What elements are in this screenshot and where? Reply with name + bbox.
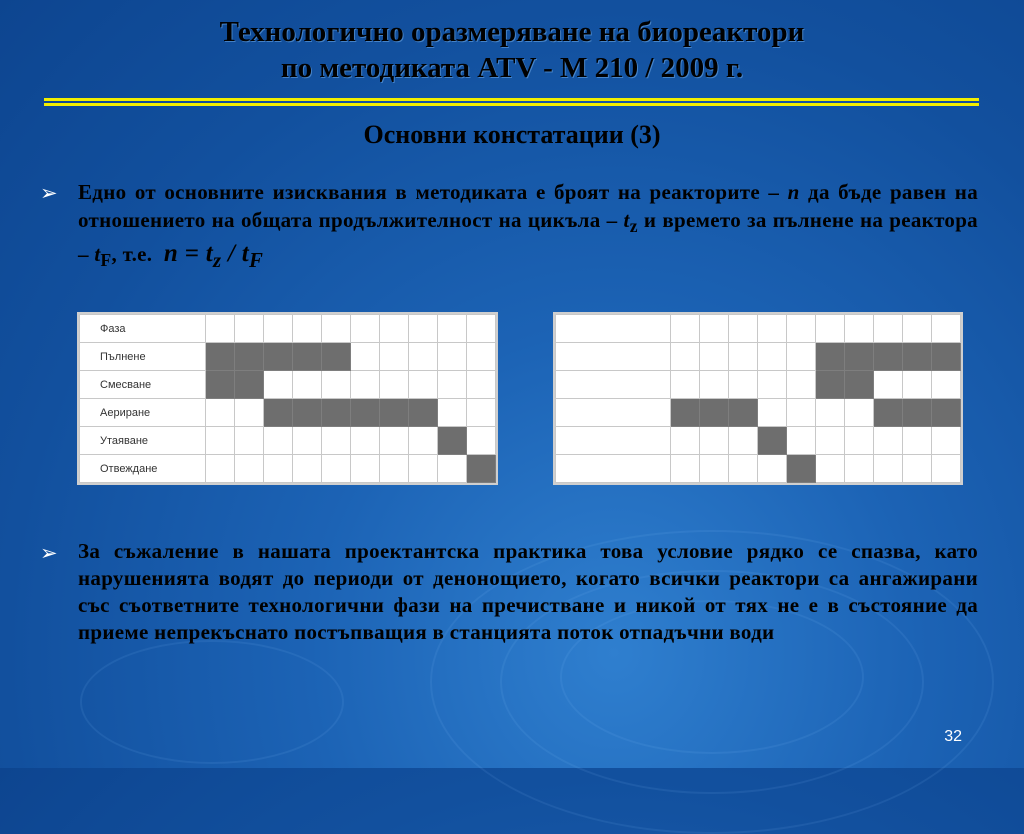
timeline-cell-active bbox=[932, 343, 961, 371]
timeline-cell bbox=[932, 427, 961, 455]
timeline-cell-active bbox=[380, 399, 409, 427]
timeline-cell bbox=[438, 371, 467, 399]
timeline-cell bbox=[671, 427, 700, 455]
timeline-cell bbox=[874, 427, 903, 455]
timeline-cell-active bbox=[845, 343, 874, 371]
timeline-cell bbox=[438, 455, 467, 483]
timeline-cell bbox=[729, 315, 758, 343]
phase-table-second bbox=[553, 312, 963, 485]
timeline-cell bbox=[409, 343, 438, 371]
title-divider bbox=[44, 103, 979, 106]
title-line-1: Технологично оразмеряване на биореактори bbox=[219, 16, 805, 48]
phase-aeration: Аериране bbox=[80, 399, 206, 427]
timeline-cell bbox=[729, 371, 758, 399]
timeline-cell bbox=[467, 427, 496, 455]
timeline-cell bbox=[932, 455, 961, 483]
timeline-cell bbox=[380, 427, 409, 455]
timeline-cell bbox=[206, 427, 235, 455]
slide-title bbox=[0, 14, 1024, 86]
timeline-cell bbox=[322, 371, 351, 399]
empty-label-cell bbox=[556, 343, 671, 371]
timeline-cell bbox=[903, 427, 932, 455]
timeline-cell-active bbox=[206, 343, 235, 371]
timeline-cell bbox=[903, 315, 932, 343]
timeline-cell bbox=[235, 427, 264, 455]
timeline-cell-active bbox=[467, 455, 496, 483]
formula: $n = t_z / t_F$ bbox=[163, 240, 264, 273]
page-number: 32 bbox=[944, 728, 962, 745]
timeline-cell bbox=[467, 399, 496, 427]
timeline-cell bbox=[903, 455, 932, 483]
bullet-1-text: Едно от основните изисквания в методиката е броят на реакторите – n да бъде равен на отношението на общата продължителност на цикъла – $t_z$ и времето за пълнене на реактора – $t_F$, т.е. $n = t_z / t_F$ bbox=[78, 180, 978, 273]
timeline-cell-active bbox=[903, 343, 932, 371]
timeline-cell bbox=[438, 315, 467, 343]
timeline-cell bbox=[264, 455, 293, 483]
timeline-cell bbox=[351, 343, 380, 371]
title-line-2: по методиката ATV - M 210 / 2009 г. bbox=[280, 52, 744, 84]
timeline-cell bbox=[700, 315, 729, 343]
timeline-cell bbox=[816, 427, 845, 455]
timeline-cell bbox=[293, 427, 322, 455]
timeline-cell bbox=[758, 455, 787, 483]
timeline-cell bbox=[729, 343, 758, 371]
timeline-cell-active bbox=[293, 343, 322, 371]
timeline-cell bbox=[467, 343, 496, 371]
timeline-cell bbox=[351, 427, 380, 455]
timeline-cell bbox=[264, 371, 293, 399]
timeline-cell bbox=[758, 315, 787, 343]
timeline-cell bbox=[816, 399, 845, 427]
timeline-cell bbox=[351, 455, 380, 483]
timeline-cell bbox=[409, 315, 438, 343]
timeline-cell bbox=[671, 371, 700, 399]
timeline-cell bbox=[206, 455, 235, 483]
timeline-cell bbox=[758, 399, 787, 427]
timeline-cell bbox=[438, 343, 467, 371]
timeline-cell bbox=[235, 455, 264, 483]
timeline-cell-active bbox=[293, 399, 322, 427]
timeline-cell-active bbox=[235, 343, 264, 371]
phase-settling: Утаяване bbox=[80, 427, 206, 455]
timeline-cell bbox=[700, 343, 729, 371]
timeline-cell-active bbox=[787, 455, 816, 483]
title-divider bbox=[44, 98, 979, 101]
timeline-cell bbox=[206, 315, 235, 343]
timeline-cell-active bbox=[264, 343, 293, 371]
timeline-cell-active bbox=[322, 343, 351, 371]
timeline-cell-active bbox=[206, 371, 235, 399]
empty-label-cell bbox=[556, 455, 671, 483]
timeline-cell-active bbox=[235, 371, 264, 399]
empty-label-cell bbox=[556, 315, 671, 343]
timeline-cell bbox=[874, 371, 903, 399]
timeline-cell bbox=[293, 455, 322, 483]
timeline-cell bbox=[787, 399, 816, 427]
ripple-decoration bbox=[80, 640, 344, 764]
phase-filling: Пълнене bbox=[80, 343, 206, 371]
timeline-cell bbox=[816, 315, 845, 343]
timeline-cell bbox=[845, 399, 874, 427]
timeline-cell bbox=[409, 455, 438, 483]
timeline-cell bbox=[758, 343, 787, 371]
timeline-cell bbox=[729, 455, 758, 483]
timeline-cell bbox=[787, 427, 816, 455]
timeline-cell bbox=[293, 315, 322, 343]
timeline-cell bbox=[700, 371, 729, 399]
timeline-cell-active bbox=[322, 399, 351, 427]
timeline-cell-active bbox=[758, 427, 787, 455]
bullet-2-text: За съжаление в нашата проектантска практика това условие рядко се спазва, като нарушенията водят до периоди от денонощието, когато всички реактори са ангажирани със съответните технологични фази на пречистване и никой от тях не е в състояние да приеме непрекъснато постъпващия в станцията поток отпадъчни води bbox=[78, 539, 978, 644]
timeline-cell-active bbox=[903, 399, 932, 427]
timeline-cell bbox=[816, 455, 845, 483]
timeline-cell bbox=[293, 371, 322, 399]
timeline-cell bbox=[467, 315, 496, 343]
timeline-cell bbox=[206, 399, 235, 427]
timeline-cell bbox=[671, 315, 700, 343]
slide-subtitle: Основни констатации (3) bbox=[363, 120, 661, 149]
timeline-cell bbox=[874, 315, 903, 343]
timeline-cell bbox=[235, 315, 264, 343]
phase-table-single bbox=[77, 312, 498, 485]
timeline-cell-active bbox=[932, 399, 961, 427]
timeline-cell bbox=[409, 371, 438, 399]
timeline-cell bbox=[700, 427, 729, 455]
timeline-cell bbox=[467, 371, 496, 399]
timeline-cell bbox=[845, 455, 874, 483]
timeline-cell bbox=[351, 371, 380, 399]
timeline-cell bbox=[380, 371, 409, 399]
timeline-cell-active bbox=[671, 399, 700, 427]
timeline-cell bbox=[845, 315, 874, 343]
empty-label-cell bbox=[556, 371, 671, 399]
timeline-cell-active bbox=[874, 399, 903, 427]
timeline-cell bbox=[380, 343, 409, 371]
timeline-cell bbox=[671, 455, 700, 483]
timeline-cell bbox=[409, 427, 438, 455]
timeline-cell bbox=[729, 427, 758, 455]
timeline-cell bbox=[322, 427, 351, 455]
phase-header: Фаза bbox=[80, 315, 206, 343]
timeline-cell bbox=[874, 455, 903, 483]
timeline-cell bbox=[351, 315, 380, 343]
timeline-cell bbox=[235, 399, 264, 427]
timeline-cell-active bbox=[700, 399, 729, 427]
timeline-cell-active bbox=[351, 399, 380, 427]
timeline-cell-active bbox=[816, 371, 845, 399]
timeline-cell bbox=[671, 343, 700, 371]
timeline-cell bbox=[322, 315, 351, 343]
empty-label-cell bbox=[556, 399, 671, 427]
timeline-cell-active bbox=[438, 427, 467, 455]
timeline-cell-active bbox=[264, 399, 293, 427]
timeline-cell bbox=[932, 371, 961, 399]
timeline-cell bbox=[845, 427, 874, 455]
timeline-cell-active bbox=[816, 343, 845, 371]
bullet-arrow-icon: ➢ bbox=[40, 181, 58, 205]
timeline-cell bbox=[787, 343, 816, 371]
phase-decanting: Отвеждане bbox=[80, 455, 206, 483]
empty-label-cell bbox=[556, 427, 671, 455]
timeline-cell bbox=[264, 315, 293, 343]
phase-mixing: Смесване bbox=[80, 371, 206, 399]
timeline-cell-active bbox=[729, 399, 758, 427]
timeline-cell bbox=[322, 455, 351, 483]
timeline-cell bbox=[932, 315, 961, 343]
timeline-cell bbox=[380, 315, 409, 343]
timeline-cell bbox=[787, 371, 816, 399]
timeline-cell-active bbox=[409, 399, 438, 427]
timeline-cell bbox=[903, 371, 932, 399]
timeline-cell bbox=[700, 455, 729, 483]
timeline-cell bbox=[380, 455, 409, 483]
timeline-cell bbox=[787, 315, 816, 343]
timeline-cell-active bbox=[845, 371, 874, 399]
timeline-cell bbox=[264, 427, 293, 455]
bullet-arrow-icon: ➢ bbox=[40, 541, 58, 565]
timeline-cell-active bbox=[874, 343, 903, 371]
timeline-cell bbox=[758, 371, 787, 399]
timeline-cell bbox=[438, 399, 467, 427]
